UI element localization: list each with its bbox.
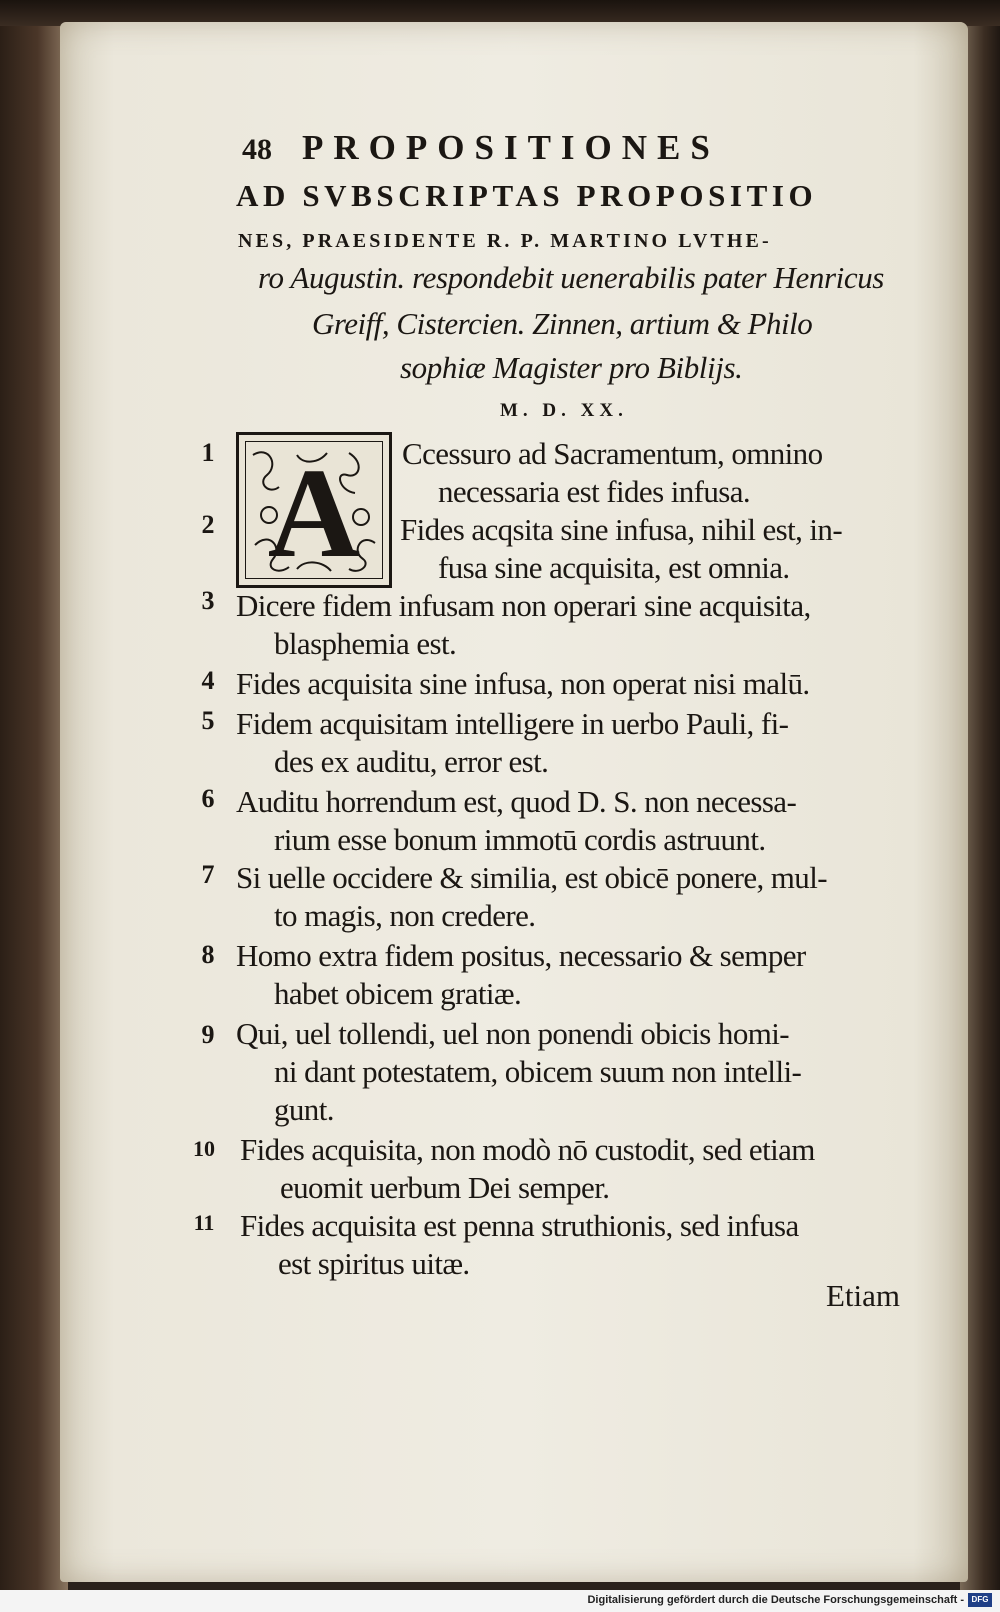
title-date: M. D. XX. <box>500 400 628 421</box>
proposition-line: necessaria est fides infusa. <box>438 474 751 509</box>
title-line-1: AD SVBSCRIPTAS PROPOSITIO <box>236 178 818 213</box>
proposition-number: 5 <box>201 706 215 735</box>
proposition-number: 10 <box>193 1136 215 1161</box>
book-spine <box>0 0 68 1612</box>
catchword: Etiam <box>826 1278 901 1313</box>
proposition-line: to magis, non credere. <box>274 898 536 933</box>
proposition-number: 1 <box>201 438 215 467</box>
proposition-line: Qui, uel tollendi, uel non ponendi obicis homi- <box>236 1016 789 1051</box>
proposition-number: 11 <box>193 1210 215 1235</box>
page-number: 48 <box>242 133 272 166</box>
title-line-4: Greiff, Cistercien. Zinnen, artium & Philo <box>312 306 813 341</box>
title-line-3: ro Augustin. respondebit uenerabilis pater Henricus <box>258 260 884 295</box>
proposition-number: 7 <box>201 860 215 889</box>
proposition-line: Fides acquisita, non modò nō custodit, sed etiam <box>240 1132 815 1167</box>
proposition-line: Dicere fidem infusam non operari sine acquisita, <box>236 588 811 623</box>
proposition-line: fusa sine acquisita, est omnia. <box>438 550 790 585</box>
dfg-logo: DFG <box>968 1593 992 1607</box>
decorated-initial <box>236 432 392 588</box>
proposition-number: 3 <box>201 586 215 615</box>
proposition-line: Ccessuro ad Sacramentum, omnino <box>402 436 823 471</box>
proposition-line: blasphemia est. <box>274 626 457 661</box>
proposition-line: Homo extra fidem positus, necessario & semper <box>236 938 806 973</box>
running-head <box>242 128 942 168</box>
footer-credit: Digitalisierung gefördert durch die Deutsche Forschungsgemeinschaft - <box>587 1594 964 1606</box>
proposition-line: gunt. <box>274 1092 334 1127</box>
title-line-2: NES, PRAESIDENTE R. P. MARTINO LVTHE- <box>238 230 772 252</box>
proposition-line: euomit uerbum Dei semper. <box>280 1170 610 1205</box>
proposition-line: Si uelle occidere & similia, est obicē ponere, mul- <box>236 860 827 895</box>
title-line-5: sophiæ Magister pro Biblijs. <box>400 350 743 385</box>
proposition-number: 8 <box>201 940 215 969</box>
proposition-number: 2 <box>201 510 215 539</box>
proposition-line: rium esse bonum immotū cordis astruunt. <box>274 822 766 857</box>
proposition-number: 4 <box>201 666 215 695</box>
proposition-line: Fides acquisita est penna struthionis, sed infusa <box>240 1208 799 1243</box>
proposition-line: Fides acqsita sine infusa, nihil est, in- <box>400 512 843 547</box>
ornament-icon <box>239 435 389 585</box>
initial-letter: A <box>267 442 361 584</box>
running-head-title: PROPOSITIONES <box>302 128 720 167</box>
proposition-number: 6 <box>201 784 215 813</box>
proposition-line: Fides acquisita sine infusa, non operat nisi malū. <box>236 666 810 701</box>
proposition-line: des ex auditu, error est. <box>274 744 549 779</box>
proposition-line: habet obicem gratiæ. <box>274 976 522 1011</box>
proposition-number: 9 <box>201 1020 215 1049</box>
proposition-line: est spiritus uitæ. <box>278 1246 470 1281</box>
proposition-line: Auditu horrendum est, quod D. S. non necessa- <box>236 784 797 819</box>
proposition-line: Fidem acquisitam intelligere in uerbo Pauli, fi- <box>236 706 789 741</box>
proposition-line: ni dant potestatem, obicem suum non intelli- <box>274 1054 802 1089</box>
